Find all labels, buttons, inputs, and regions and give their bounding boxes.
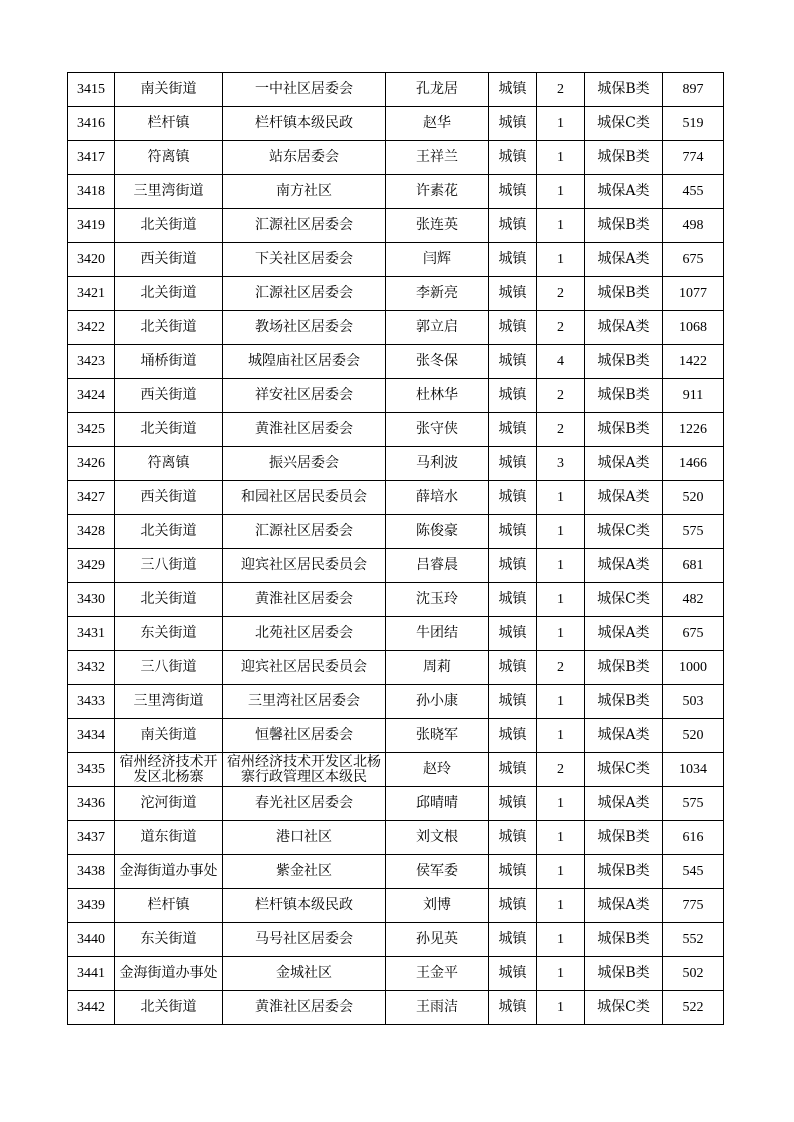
insurance-category-cell: 城保A类	[585, 175, 663, 209]
household-count-cell: 2	[537, 651, 585, 685]
record-number-cell: 3438	[68, 855, 115, 889]
table-row	[68, 957, 724, 991]
insurance-category-cell: 城保A类	[585, 549, 663, 583]
subdistrict-cell: 埇桥街道	[115, 345, 223, 379]
community-cell: 汇源社区居委会	[223, 515, 386, 549]
table-row	[68, 719, 724, 753]
amount-cell: 502	[663, 957, 724, 991]
area-type-cell: 城镇	[489, 311, 537, 345]
person-name-cell: 沈玉玲	[386, 583, 489, 617]
community-cell: 和园社区居民委员会	[223, 481, 386, 515]
area-type-cell: 城镇	[489, 481, 537, 515]
table-row	[68, 447, 724, 481]
community-cell: 汇源社区居委会	[223, 277, 386, 311]
household-count-cell: 1	[537, 481, 585, 515]
subdistrict-cell: 北关街道	[115, 209, 223, 243]
community-cell: 马号社区居委会	[223, 923, 386, 957]
insurance-category-cell: 城保A类	[585, 481, 663, 515]
table-row	[68, 583, 724, 617]
amount-cell: 1466	[663, 447, 724, 481]
household-count-cell: 1	[537, 515, 585, 549]
household-count-cell: 1	[537, 889, 585, 923]
record-number-cell: 3420	[68, 243, 115, 277]
area-type-cell: 城镇	[489, 583, 537, 617]
person-name-cell: 刘博	[386, 889, 489, 923]
person-name-cell: 马利波	[386, 447, 489, 481]
insurance-category-cell: 城保B类	[585, 957, 663, 991]
household-count-cell: 2	[537, 413, 585, 447]
insurance-category-cell: 城保B类	[585, 141, 663, 175]
subdistrict-cell: 南关街道	[115, 719, 223, 753]
roster-table	[67, 72, 724, 1025]
subdistrict-cell: 北关街道	[115, 311, 223, 345]
insurance-category-cell: 城保B类	[585, 685, 663, 719]
area-type-cell: 城镇	[489, 787, 537, 821]
community-cell: 南方社区	[223, 175, 386, 209]
person-name-cell: 李新亮	[386, 277, 489, 311]
record-number-cell: 3435	[68, 753, 115, 787]
amount-cell: 1000	[663, 651, 724, 685]
amount-cell: 545	[663, 855, 724, 889]
community-cell: 城隍庙社区居委会	[223, 345, 386, 379]
community-cell: 一中社区居委会	[223, 73, 386, 107]
household-count-cell: 2	[537, 73, 585, 107]
area-type-cell: 城镇	[489, 753, 537, 787]
subdistrict-cell: 宿州经济技术开发区北杨寨	[115, 753, 223, 787]
insurance-category-cell: 城保C类	[585, 515, 663, 549]
insurance-category-cell: 城保A类	[585, 243, 663, 277]
household-count-cell: 1	[537, 107, 585, 141]
person-name-cell: 张连英	[386, 209, 489, 243]
table-row	[68, 549, 724, 583]
insurance-category-cell: 城保B类	[585, 821, 663, 855]
household-count-cell: 3	[537, 447, 585, 481]
subdistrict-cell: 沱河街道	[115, 787, 223, 821]
community-cell: 港口社区	[223, 821, 386, 855]
household-count-cell: 1	[537, 617, 585, 651]
area-type-cell: 城镇	[489, 549, 537, 583]
record-number-cell: 3428	[68, 515, 115, 549]
insurance-category-cell: 城保B类	[585, 345, 663, 379]
subdistrict-cell: 北关街道	[115, 413, 223, 447]
subdistrict-cell: 东关街道	[115, 617, 223, 651]
person-name-cell: 闫辉	[386, 243, 489, 277]
record-number-cell: 3442	[68, 991, 115, 1025]
roster-table-body	[68, 73, 724, 1025]
record-number-cell: 3437	[68, 821, 115, 855]
record-number-cell: 3418	[68, 175, 115, 209]
community-cell: 下关社区居委会	[223, 243, 386, 277]
table-row	[68, 379, 724, 413]
subdistrict-cell: 北关街道	[115, 277, 223, 311]
amount-cell: 575	[663, 787, 724, 821]
record-number-cell: 3424	[68, 379, 115, 413]
amount-cell: 675	[663, 243, 724, 277]
person-name-cell: 陈俊豪	[386, 515, 489, 549]
insurance-category-cell: 城保B类	[585, 277, 663, 311]
area-type-cell: 城镇	[489, 243, 537, 277]
insurance-category-cell: 城保B类	[585, 651, 663, 685]
record-number-cell: 3436	[68, 787, 115, 821]
subdistrict-cell: 栏杆镇	[115, 889, 223, 923]
table-row	[68, 311, 724, 345]
person-name-cell: 孔龙居	[386, 73, 489, 107]
table-row	[68, 787, 724, 821]
household-count-cell: 1	[537, 957, 585, 991]
insurance-category-cell: 城保B类	[585, 379, 663, 413]
person-name-cell: 邱晴晴	[386, 787, 489, 821]
subdistrict-cell: 三里湾街道	[115, 175, 223, 209]
record-number-cell: 3433	[68, 685, 115, 719]
area-type-cell: 城镇	[489, 923, 537, 957]
amount-cell: 775	[663, 889, 724, 923]
household-count-cell: 1	[537, 991, 585, 1025]
subdistrict-cell: 金海街道办事处	[115, 855, 223, 889]
table-row	[68, 685, 724, 719]
amount-cell: 774	[663, 141, 724, 175]
area-type-cell: 城镇	[489, 379, 537, 413]
household-count-cell: 1	[537, 209, 585, 243]
amount-cell: 1068	[663, 311, 724, 345]
insurance-category-cell: 城保C类	[585, 753, 663, 787]
insurance-category-cell: 城保B类	[585, 923, 663, 957]
record-number-cell: 3441	[68, 957, 115, 991]
subdistrict-cell: 北关街道	[115, 583, 223, 617]
table-row	[68, 345, 724, 379]
community-cell: 宿州经济技术开发区北杨寨行政管理区本级民	[223, 753, 386, 787]
amount-cell: 1226	[663, 413, 724, 447]
table-row	[68, 141, 724, 175]
household-count-cell: 1	[537, 175, 585, 209]
amount-cell: 503	[663, 685, 724, 719]
area-type-cell: 城镇	[489, 175, 537, 209]
subdistrict-cell: 三八街道	[115, 549, 223, 583]
insurance-category-cell: 城保C类	[585, 107, 663, 141]
record-number-cell: 3429	[68, 549, 115, 583]
table-row	[68, 889, 724, 923]
area-type-cell: 城镇	[489, 345, 537, 379]
subdistrict-cell: 道东街道	[115, 821, 223, 855]
community-cell: 迎宾社区居民委员会	[223, 549, 386, 583]
community-cell: 黄淮社区居委会	[223, 991, 386, 1025]
amount-cell: 675	[663, 617, 724, 651]
area-type-cell: 城镇	[489, 447, 537, 481]
household-count-cell: 1	[537, 583, 585, 617]
community-cell: 三里湾社区居委会	[223, 685, 386, 719]
insurance-category-cell: 城保A类	[585, 311, 663, 345]
person-name-cell: 牛团结	[386, 617, 489, 651]
subdistrict-cell: 南关街道	[115, 73, 223, 107]
area-type-cell: 城镇	[489, 719, 537, 753]
person-name-cell: 周莉	[386, 651, 489, 685]
record-number-cell: 3427	[68, 481, 115, 515]
community-cell: 祥安社区居委会	[223, 379, 386, 413]
community-cell: 迎宾社区居民委员会	[223, 651, 386, 685]
table-row	[68, 481, 724, 515]
community-cell: 黄淮社区居委会	[223, 413, 386, 447]
household-count-cell: 1	[537, 719, 585, 753]
area-type-cell: 城镇	[489, 889, 537, 923]
record-number-cell: 3423	[68, 345, 115, 379]
table-row	[68, 821, 724, 855]
area-type-cell: 城镇	[489, 651, 537, 685]
community-cell: 黄淮社区居委会	[223, 583, 386, 617]
household-count-cell: 1	[537, 243, 585, 277]
person-name-cell: 张晓军	[386, 719, 489, 753]
record-number-cell: 3431	[68, 617, 115, 651]
amount-cell: 520	[663, 481, 724, 515]
person-name-cell: 王金平	[386, 957, 489, 991]
amount-cell: 616	[663, 821, 724, 855]
insurance-category-cell: 城保C类	[585, 583, 663, 617]
subdistrict-cell: 金海街道办事处	[115, 957, 223, 991]
subdistrict-cell: 西关街道	[115, 243, 223, 277]
amount-cell: 520	[663, 719, 724, 753]
record-number-cell: 3434	[68, 719, 115, 753]
record-number-cell: 3416	[68, 107, 115, 141]
table-row	[68, 617, 724, 651]
community-cell: 金城社区	[223, 957, 386, 991]
subdistrict-cell: 三八街道	[115, 651, 223, 685]
insurance-category-cell: 城保B类	[585, 413, 663, 447]
subdistrict-cell: 东关街道	[115, 923, 223, 957]
person-name-cell: 刘文根	[386, 821, 489, 855]
amount-cell: 575	[663, 515, 724, 549]
person-name-cell: 郭立启	[386, 311, 489, 345]
person-name-cell: 杜林华	[386, 379, 489, 413]
subdistrict-cell: 符离镇	[115, 141, 223, 175]
community-cell: 栏杆镇本级民政	[223, 889, 386, 923]
community-cell: 栏杆镇本级民政	[223, 107, 386, 141]
amount-cell: 498	[663, 209, 724, 243]
subdistrict-cell: 符离镇	[115, 447, 223, 481]
household-count-cell: 1	[537, 549, 585, 583]
table-row	[68, 175, 724, 209]
subdistrict-cell: 北关街道	[115, 991, 223, 1025]
area-type-cell: 城镇	[489, 821, 537, 855]
insurance-category-cell: 城保A类	[585, 617, 663, 651]
person-name-cell: 赵玲	[386, 753, 489, 787]
person-name-cell: 孙小康	[386, 685, 489, 719]
person-name-cell: 王祥兰	[386, 141, 489, 175]
amount-cell: 1034	[663, 753, 724, 787]
subdistrict-cell: 北关街道	[115, 515, 223, 549]
community-cell: 春光社区居委会	[223, 787, 386, 821]
table-row	[68, 855, 724, 889]
area-type-cell: 城镇	[489, 685, 537, 719]
household-count-cell: 4	[537, 345, 585, 379]
household-count-cell: 2	[537, 379, 585, 413]
community-cell: 振兴居委会	[223, 447, 386, 481]
person-name-cell: 王雨洁	[386, 991, 489, 1025]
amount-cell: 455	[663, 175, 724, 209]
insurance-category-cell: 城保A类	[585, 719, 663, 753]
household-count-cell: 1	[537, 685, 585, 719]
record-number-cell: 3432	[68, 651, 115, 685]
subdistrict-cell: 三里湾街道	[115, 685, 223, 719]
person-name-cell: 侯军委	[386, 855, 489, 889]
area-type-cell: 城镇	[489, 209, 537, 243]
insurance-category-cell: 城保C类	[585, 991, 663, 1025]
person-name-cell: 赵华	[386, 107, 489, 141]
household-count-cell: 1	[537, 787, 585, 821]
record-number-cell: 3417	[68, 141, 115, 175]
household-count-cell: 1	[537, 923, 585, 957]
area-type-cell: 城镇	[489, 413, 537, 447]
amount-cell: 911	[663, 379, 724, 413]
area-type-cell: 城镇	[489, 73, 537, 107]
community-cell: 恒馨社区居委会	[223, 719, 386, 753]
person-name-cell: 薛培水	[386, 481, 489, 515]
household-count-cell: 1	[537, 821, 585, 855]
person-name-cell: 吕睿晨	[386, 549, 489, 583]
table-row	[68, 73, 724, 107]
insurance-category-cell: 城保B类	[585, 855, 663, 889]
record-number-cell: 3426	[68, 447, 115, 481]
person-name-cell: 许素花	[386, 175, 489, 209]
table-row	[68, 107, 724, 141]
table-row	[68, 209, 724, 243]
table-row	[68, 991, 724, 1025]
insurance-category-cell: 城保B类	[585, 73, 663, 107]
community-cell: 北苑社区居委会	[223, 617, 386, 651]
table-row	[68, 651, 724, 685]
table-row	[68, 413, 724, 447]
area-type-cell: 城镇	[489, 107, 537, 141]
subdistrict-cell: 西关街道	[115, 379, 223, 413]
area-type-cell: 城镇	[489, 515, 537, 549]
community-cell: 紫金社区	[223, 855, 386, 889]
amount-cell: 522	[663, 991, 724, 1025]
person-name-cell: 孙见英	[386, 923, 489, 957]
household-count-cell: 1	[537, 855, 585, 889]
insurance-category-cell: 城保A类	[585, 889, 663, 923]
community-cell: 教场社区居委会	[223, 311, 386, 345]
area-type-cell: 城镇	[489, 617, 537, 651]
amount-cell: 681	[663, 549, 724, 583]
record-number-cell: 3425	[68, 413, 115, 447]
household-count-cell: 1	[537, 141, 585, 175]
insurance-category-cell: 城保A类	[585, 787, 663, 821]
table-row	[68, 923, 724, 957]
household-count-cell: 2	[537, 311, 585, 345]
record-number-cell: 3440	[68, 923, 115, 957]
table-row	[68, 753, 724, 787]
household-count-cell: 2	[537, 277, 585, 311]
amount-cell: 552	[663, 923, 724, 957]
record-number-cell: 3430	[68, 583, 115, 617]
record-number-cell: 3415	[68, 73, 115, 107]
table-row	[68, 515, 724, 549]
insurance-category-cell: 城保B类	[585, 209, 663, 243]
record-number-cell: 3422	[68, 311, 115, 345]
amount-cell: 482	[663, 583, 724, 617]
subdistrict-cell: 西关街道	[115, 481, 223, 515]
community-cell: 汇源社区居委会	[223, 209, 386, 243]
amount-cell: 519	[663, 107, 724, 141]
community-cell: 站东居委会	[223, 141, 386, 175]
area-type-cell: 城镇	[489, 855, 537, 889]
table-row	[68, 277, 724, 311]
amount-cell: 897	[663, 73, 724, 107]
insurance-category-cell: 城保A类	[585, 447, 663, 481]
record-number-cell: 3419	[68, 209, 115, 243]
area-type-cell: 城镇	[489, 957, 537, 991]
amount-cell: 1077	[663, 277, 724, 311]
subdistrict-cell: 栏杆镇	[115, 107, 223, 141]
table-row	[68, 243, 724, 277]
record-number-cell: 3421	[68, 277, 115, 311]
area-type-cell: 城镇	[489, 277, 537, 311]
area-type-cell: 城镇	[489, 141, 537, 175]
person-name-cell: 张守侠	[386, 413, 489, 447]
area-type-cell: 城镇	[489, 991, 537, 1025]
amount-cell: 1422	[663, 345, 724, 379]
record-number-cell: 3439	[68, 889, 115, 923]
person-name-cell: 张冬保	[386, 345, 489, 379]
household-count-cell: 2	[537, 753, 585, 787]
